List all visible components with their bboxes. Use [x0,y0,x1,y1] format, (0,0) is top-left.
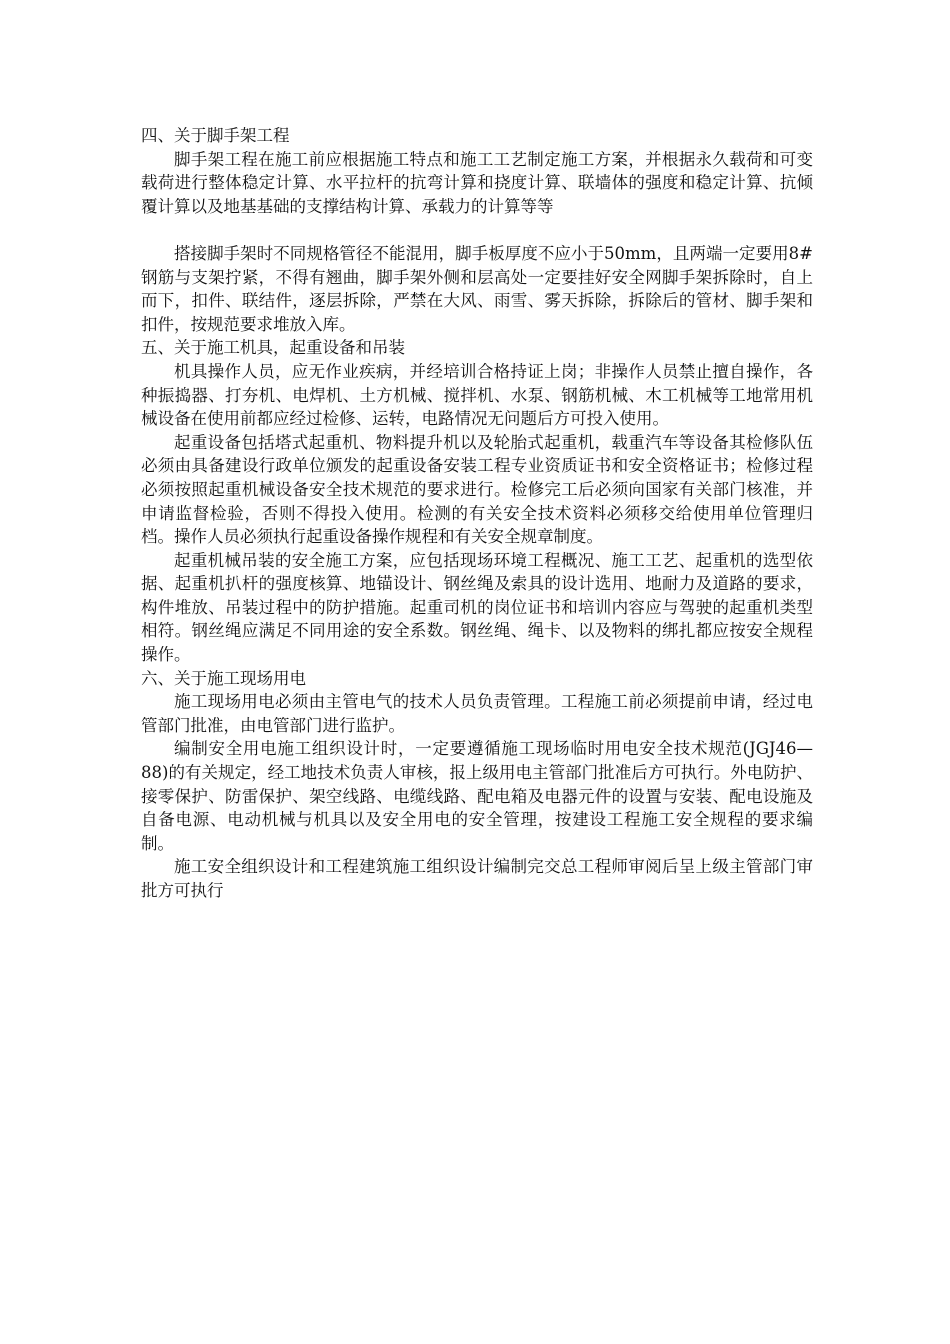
section-heading: 四、关于脚手架工程 [141,126,290,145]
paragraph: 施工安全组织设计和工程建筑施工组织设计编制完交总工程师审阅后呈上级主管部门审批方可执行 [141,857,813,900]
paragraph: 机具操作人员，应无作业疾病，并经培训合格持证上岗；非操作人员禁止擅自操作，各种振捣器、打夯机、电焊机、土方机械、搅拌机、水泵、钢筋机械、木工机械等工地常用机械设备在使用前都应经过检修、运转，电路情况无问题后方可投入使用。 [141,361,813,429]
paragraph: 起重机械吊装的安全施工方案，应包括现场环境工程概况、施工工艺、起重机的选型依据、起重机扒杆的强度核算、地锚设计、钢丝绳及索具的设计选用、地耐力及道路的要求，构件堆放、吊装过程中的防护措施。起重司机的岗位证书和培训内容应与驾驶的起重机类型相符。钢丝绳应满足不同用途的安全系数。钢丝绳、绳卡、以及物料的绑扎都应按安全规程操作。 [141,550,813,665]
paragraph: 起重设备包括塔式起重机、物料提升机以及轮胎式起重机，载重汽车等设备其检修队伍必须由具备建设行政单位颁发的起重设备安装工程专业资质证书和安全资格证书；检修过程必须按照起重机械设备安全技术规范的要求进行。检修完工后必须向国家有关部门核准，并申请监督检验，否则不得投入使用。检测的有关安全技术资料必须移交给使用单位管理归档。操作人员必须执行起重设备操作规程和有关安全规章制度。 [141,432,813,547]
section-heading: 六、关于施工现场用电 [141,668,306,688]
section-site-electricity [141,667,813,903]
section-machinery-lifting [141,336,813,666]
section-heading: 五、关于施工机具，起重设备和吊装 [141,338,405,358]
section-scaffolding [141,124,813,336]
paragraph: 施工现场用电必须由主管电气的技术人员负责管理。工程施工前必须提前申请，经过电管部门批准，由电管部门进行监护。 [141,692,813,735]
paragraph: 编制安全用电施工组织设计时，一定要遵循施工现场临时用电安全技术规范(JGJ46—88)的有关规定，经工地技术负责人审核，报上级用电主管部门批准后方可执行。外电防护、接零保护、防雷保护、架空线路、电缆线路、配电箱及电器元件的设置与安装、配电设施及自备电源、电动机械与机具以及安全用电的安全管理，按建设工程施工安全规程的要求编制。 [141,739,813,853]
document-body [141,124,813,903]
paragraph: 搭接脚手架时不同规格管径不能混用，脚手板厚度不应小于50mm，且两端一定要用8#钢筋与支架拧紧，不得有翘曲，脚手架外侧和层高处一定要挂好安全网脚手架拆除时，自上而下，扣件、联结件，逐层拆除，严禁在大风、雨雪、雾天拆除，拆除后的管材、脚手架和扣件，按规范要求堆放入库。 [141,243,813,334]
paragraph: 脚手架工程在施工前应根据施工特点和施工工艺制定施工方案，并根据永久载荷和可变载荷进行整体稳定计算、水平拉杆的抗弯计算和挠度计算、联墙体的强度和稳定计算、抗倾覆计算以及地基基础的支撑结构计算、承载力的计算等等 [141,149,813,216]
